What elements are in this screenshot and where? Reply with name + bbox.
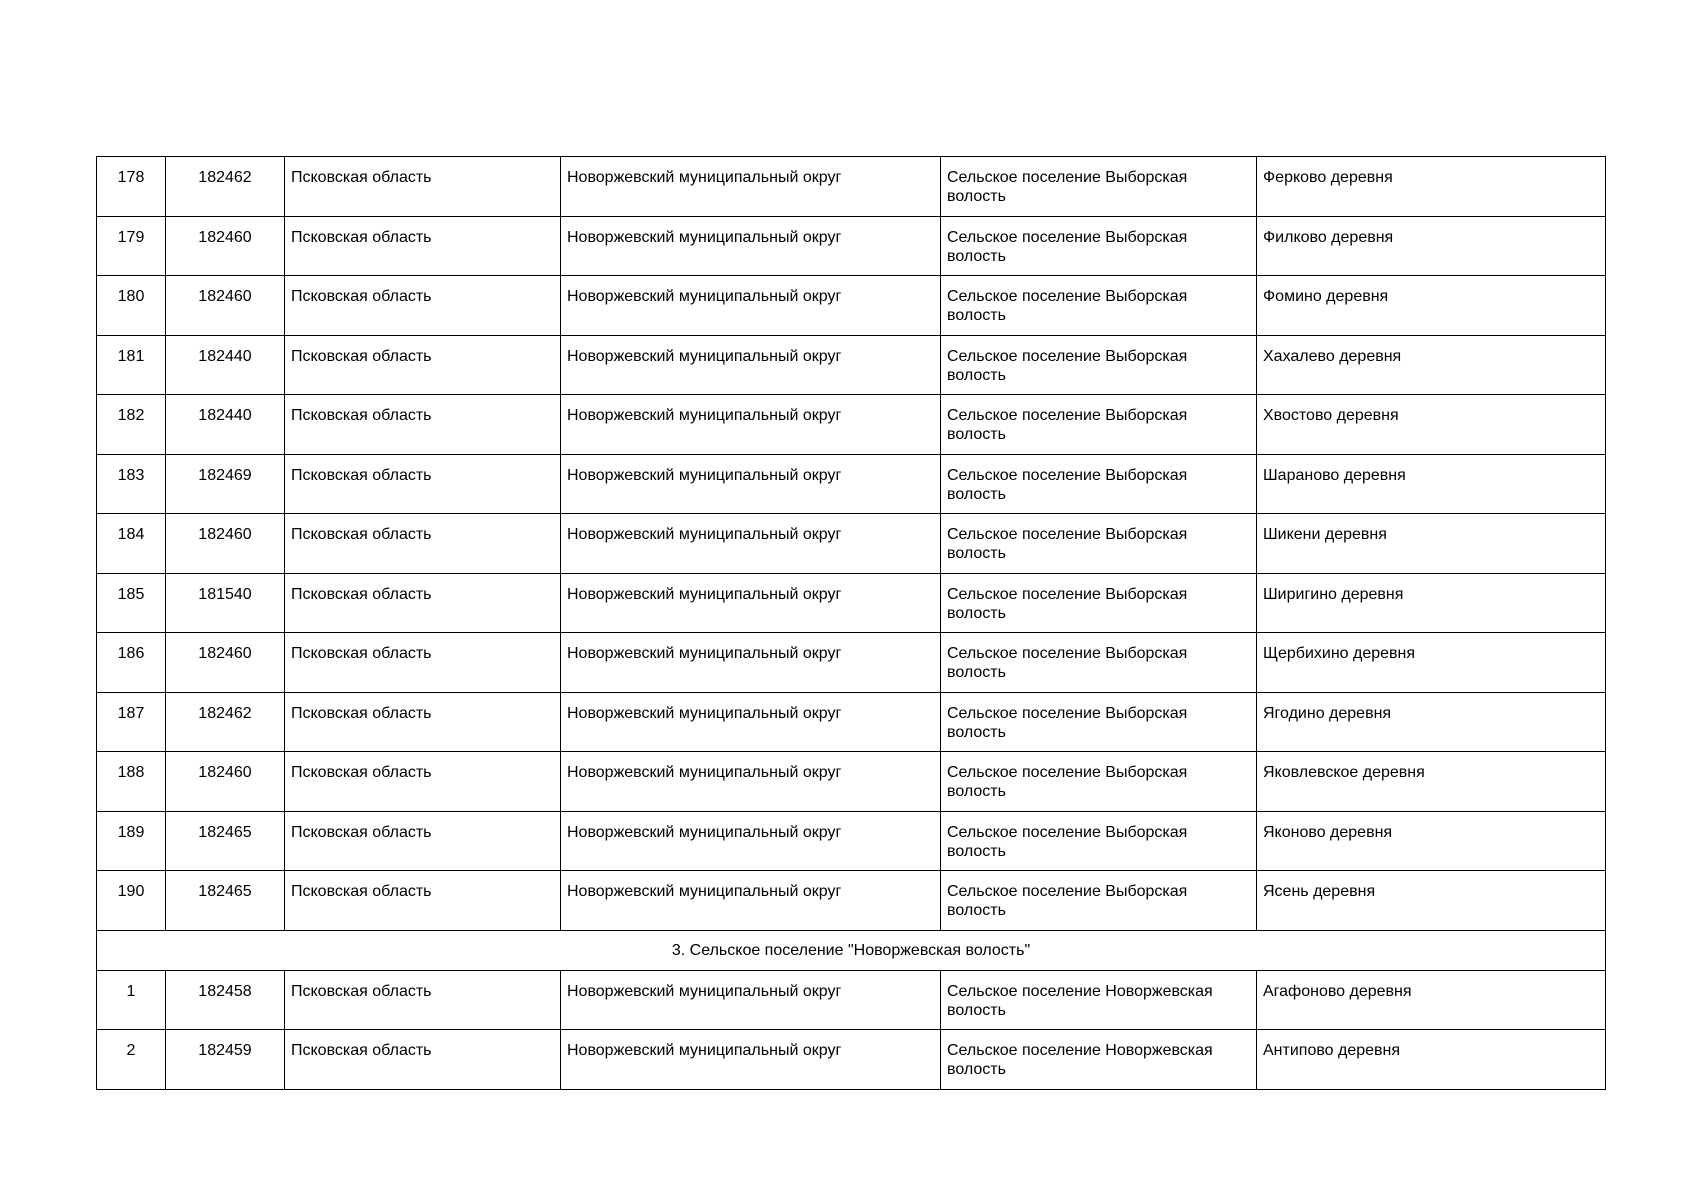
region-cell: Псковская область [285,752,561,812]
table-row [97,692,1606,752]
district-cell: Новоржевский муниципальный округ [561,514,941,574]
district-cell: Новоржевский муниципальный округ [561,395,941,455]
postal-index-cell: 182459 [166,1030,285,1090]
postal-index-cell: 182460 [166,752,285,812]
locality-cell: Ясень деревня [1257,871,1606,931]
postal-index-cell: 182469 [166,454,285,514]
locality-cell: Ягодино деревня [1257,692,1606,752]
locality-cell: Хвостово деревня [1257,395,1606,455]
region-cell: Псковская область [285,157,561,217]
region-cell: Псковская область [285,811,561,871]
table-row [97,276,1606,336]
row-number-cell: 188 [97,752,166,812]
postal-index-cell: 182465 [166,811,285,871]
settlement-cell: Сельское поселение Выборская волость [941,514,1257,574]
region-cell: Псковская область [285,335,561,395]
row-number-cell: 2 [97,1030,166,1090]
district-cell: Новоржевский муниципальный округ [561,1030,941,1090]
settlement-cell: Сельское поселение Выборская волость [941,752,1257,812]
table-row [97,157,1606,217]
postal-index-cell: 182460 [166,633,285,693]
row-number-cell: 180 [97,276,166,336]
region-cell: Псковская область [285,514,561,574]
district-cell: Новоржевский муниципальный округ [561,692,941,752]
settlement-cell: Сельское поселение Выборская волость [941,157,1257,217]
district-cell: Новоржевский муниципальный округ [561,811,941,871]
locality-cell: Шикени деревня [1257,514,1606,574]
settlement-cell: Сельское поселение Выборская волость [941,454,1257,514]
settlement-cell: Сельское поселение Выборская волость [941,633,1257,693]
locality-cell: Яконово деревня [1257,811,1606,871]
postal-index-cell: 182440 [166,335,285,395]
table-row [97,871,1606,931]
locality-cell: Ферково деревня [1257,157,1606,217]
postal-index-cell: 182462 [166,157,285,217]
row-number-cell: 179 [97,216,166,276]
row-number-cell: 181 [97,335,166,395]
region-cell: Псковская область [285,454,561,514]
table-row [97,1030,1606,1090]
district-cell: Новоржевский муниципальный округ [561,633,941,693]
postal-index-cell: 181540 [166,573,285,633]
district-cell: Новоржевский муниципальный округ [561,157,941,217]
section-title: 3. Сельское поселение "Новоржевская волость" [97,930,1606,970]
table-row [97,573,1606,633]
row-number-cell: 186 [97,633,166,693]
settlement-cell: Сельское поселение Выборская волость [941,216,1257,276]
locality-cell: Ширигино деревня [1257,573,1606,633]
table-body [97,157,1606,1090]
locality-cell: Хахалево деревня [1257,335,1606,395]
locality-cell: Яковлевское деревня [1257,752,1606,812]
row-number-cell: 183 [97,454,166,514]
locality-registry-table [96,156,1606,1090]
region-cell: Псковская область [285,633,561,693]
table-row [97,216,1606,276]
settlement-cell: Сельское поселение Выборская волость [941,692,1257,752]
table-row [97,395,1606,455]
region-cell: Псковская область [285,970,561,1030]
region-cell: Псковская область [285,573,561,633]
district-cell: Новоржевский муниципальный округ [561,970,941,1030]
settlement-cell: Сельское поселение Выборская волость [941,573,1257,633]
section-header-row [97,930,1606,970]
settlement-cell: Сельское поселение Выборская волость [941,395,1257,455]
table-row [97,633,1606,693]
table-row [97,752,1606,812]
district-cell: Новоржевский муниципальный округ [561,573,941,633]
locality-cell: Агафоново деревня [1257,970,1606,1030]
district-cell: Новоржевский муниципальный округ [561,871,941,931]
table-row [97,454,1606,514]
row-number-cell: 182 [97,395,166,455]
settlement-cell: Сельское поселение Новоржевская волость [941,970,1257,1030]
locality-cell: Антипово деревня [1257,1030,1606,1090]
region-cell: Псковская область [285,216,561,276]
district-cell: Новоржевский муниципальный округ [561,276,941,336]
locality-cell: Фомино деревня [1257,276,1606,336]
settlement-cell: Сельское поселение Выборская волость [941,335,1257,395]
settlement-cell: Сельское поселение Выборская волость [941,811,1257,871]
row-number-cell: 187 [97,692,166,752]
locality-cell: Филково деревня [1257,216,1606,276]
row-number-cell: 190 [97,871,166,931]
region-cell: Псковская область [285,1030,561,1090]
postal-index-cell: 182440 [166,395,285,455]
region-cell: Псковская область [285,395,561,455]
settlement-cell: Сельское поселение Выборская волость [941,871,1257,931]
postal-index-cell: 182460 [166,514,285,574]
table-row [97,811,1606,871]
table-row [97,335,1606,395]
locality-cell: Шараново деревня [1257,454,1606,514]
row-number-cell: 178 [97,157,166,217]
settlement-cell: Сельское поселение Выборская волость [941,276,1257,336]
region-cell: Псковская область [285,276,561,336]
settlement-cell: Сельское поселение Новоржевская волость [941,1030,1257,1090]
locality-cell: Щербихино деревня [1257,633,1606,693]
district-cell: Новоржевский муниципальный округ [561,216,941,276]
row-number-cell: 184 [97,514,166,574]
postal-index-cell: 182465 [166,871,285,931]
table-row [97,970,1606,1030]
row-number-cell: 1 [97,970,166,1030]
postal-index-cell: 182458 [166,970,285,1030]
district-cell: Новоржевский муниципальный округ [561,335,941,395]
district-cell: Новоржевский муниципальный округ [561,454,941,514]
region-cell: Псковская область [285,871,561,931]
postal-index-cell: 182460 [166,216,285,276]
table-row [97,514,1606,574]
district-cell: Новоржевский муниципальный округ [561,752,941,812]
row-number-cell: 185 [97,573,166,633]
region-cell: Псковская область [285,692,561,752]
postal-index-cell: 182460 [166,276,285,336]
postal-index-cell: 182462 [166,692,285,752]
row-number-cell: 189 [97,811,166,871]
